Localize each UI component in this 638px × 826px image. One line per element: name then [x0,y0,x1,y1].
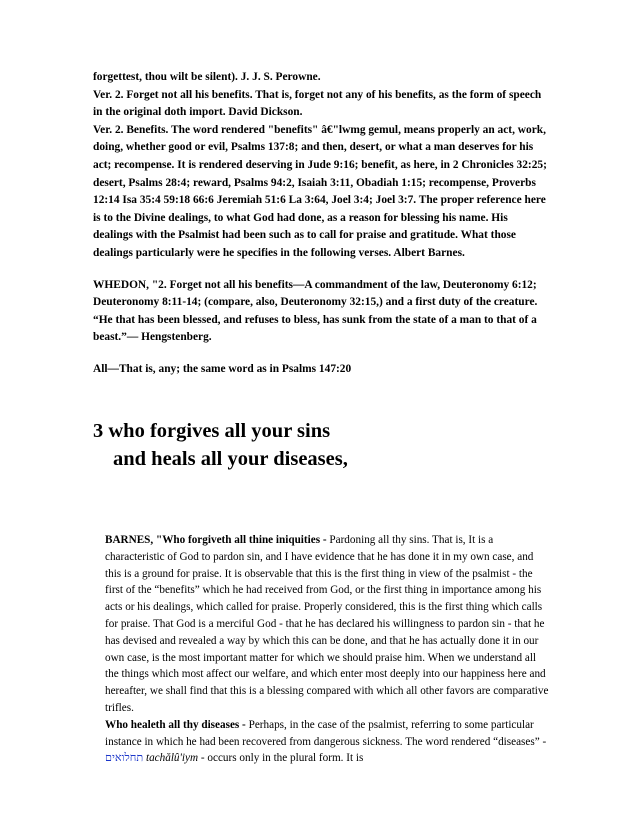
spacer [93,347,549,361]
all-paragraph: All—That is, any; the same word as in Psalms 147:20 [93,362,352,375]
barnes-lead: BARNES, "Who forgiveth all thine iniquities - [105,534,327,546]
verse-line-2: and heals all your diseases, [113,448,348,470]
heal-lead: Who healeth all thy diseases - [105,718,246,731]
perowne-line: forgettest, thou wilt be silent). J. J. S. Perowne. [93,71,321,83]
transliteration: tachălû'iym [145,752,199,765]
barnes-body: Pardoning all thy sins. That is, It is a characteristic of God to pardon sin, and I have evidence that he has done it in my own case, and this is a ground for praise. It is observable that this is the first thing in view of the psalmist - the first of the “benefits” which he had received from God, or the first thing in importance among his acts or his dealings, which called for praise. Properly considered, this is the first thing which calls for praise. That God is a merciful God - that he has declared his willingness to pardon sin - that he has devised and revealed a way by which this can be done, and that he has actually done it in our own case, is the most important matter for which we should praise him. When we understand all the things which most affect our welfare, and which enter most deeply into our happiness here and hereafter, we shall find that this is a blessing compared with which all other favors are comparative trifles. [105,534,549,714]
hebrew-word: תחלואים [105,752,144,765]
whedon-paragraph: WHEDON, "2. Forget not all his benefits—A commandment of the law, Deuteronomy 6:12; Deuteronomy 8:11-14; (compare, also, Deuteronomy 32:15,) and a first duty of the creature. “He that has been blessed, and refuses to bless, has sunk from the state of a man to that of a beast.”— Hengstenberg. [93,278,538,344]
heal-body: Perhaps, in the case of the psalmist, referring to some particular instance in which he had been recovered from dangerous sickness. The word rendered “diseases” - [105,718,547,748]
barnes-paragraph-2 [93,717,551,767]
barnes-commentary [93,532,551,767]
verse-heading [93,417,549,473]
commentary-top [93,69,549,379]
barnes-paragraph-1 [93,532,551,717]
barnes-benefits-paragraph: Ver. 2. Benefits. The word rendered "benefits" â€"lwmg gemul, means properly an act, work, doing, whether good or evil, Psalms 137:8; and then, desert, or what a man deserves for his act; recompense. It is rendered deserving in Jude 9:16; benefit, as here, in 2 Chronicles 32:25; desert, Psalms 28:4; reward, Psalms 94:2, Isaiah 3:11, Obadiah 1:15; recompense, Proverbs 12:14 Isa 35:4 59:18 66:6 Jeremiah 51:6 La 3:64, Joel 3:4; Joel 3:7. The proper reference here is to the Divine dealings, to what God had done, as a reason for blessing his name. His dealings with the Psalmist had been such as to call for praise and gratitude. What those dealings particularly were he specifies in the following verses. Albert Barnes. [93,123,547,259]
spacer [93,263,549,277]
dickson-paragraph: Ver. 2. Forget not all his benefits. That is, forget not any of his benefits, as the form of speech in the original doth import. David Dickson. [93,88,542,119]
heal-tail: - occurs only in the plural form. It is [198,752,364,765]
verse-line-1: 3 who forgives all your sins [93,420,331,442]
